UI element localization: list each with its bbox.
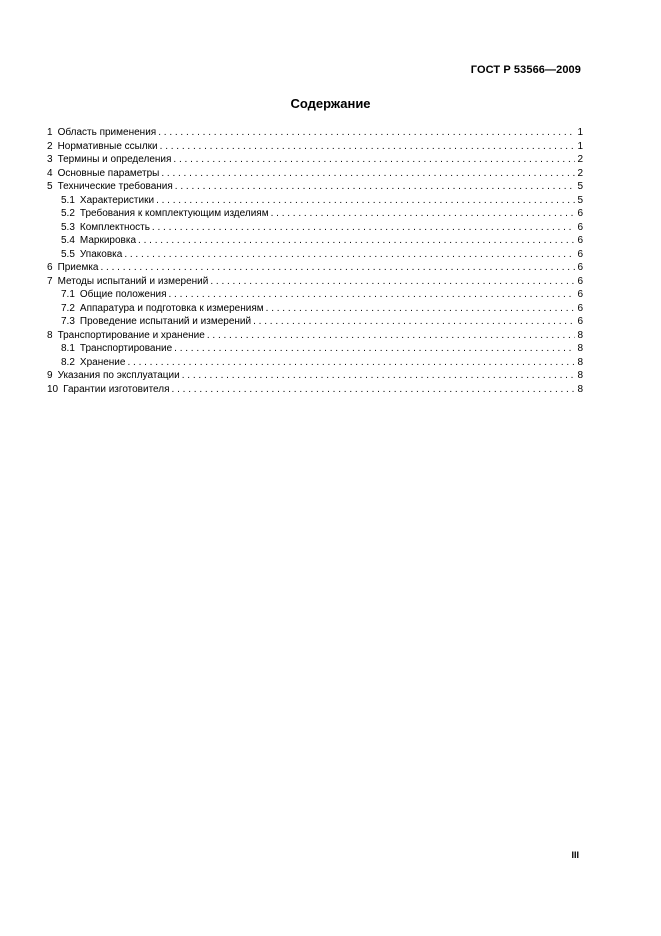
toc-entry-number: 1 xyxy=(47,127,53,138)
toc-dot-leader xyxy=(172,383,576,397)
toc-entry[interactable] xyxy=(47,221,583,235)
toc-dot-leader xyxy=(161,167,575,181)
toc-entry[interactable] xyxy=(47,126,583,140)
toc-entry-page: 6 xyxy=(577,235,583,246)
toc-dot-leader xyxy=(207,329,576,343)
toc-entry-label: Приемка xyxy=(57,262,99,273)
toc-entry-number: 8.1 xyxy=(61,343,75,354)
toc-entry-page: 6 xyxy=(577,221,583,233)
toc-entry-number: 2 xyxy=(47,140,53,152)
toc-entry-number: 4 xyxy=(47,167,53,179)
toc-entry-label: Требования к комплектующим изделиям xyxy=(79,208,269,219)
toc-dot-leader xyxy=(210,275,575,289)
toc-entry[interactable] xyxy=(47,207,583,221)
toc-entry-label: Упаковка xyxy=(79,248,123,260)
toc-entry-number: 9 xyxy=(47,370,53,381)
toc-entry[interactable] xyxy=(47,234,583,248)
toc-dot-leader xyxy=(160,140,576,154)
toc-dot-leader xyxy=(101,261,576,275)
toc-dot-leader xyxy=(158,126,575,140)
toc-dot-leader xyxy=(156,194,575,208)
toc-entry-page: 8 xyxy=(577,356,583,368)
toc-entry-label: Основные параметры xyxy=(57,167,160,179)
toc-entry-page: 1 xyxy=(577,140,583,152)
toc-dot-leader xyxy=(152,221,576,235)
toc-entry-number: 5.2 xyxy=(61,208,75,219)
toc-entry-page: 6 xyxy=(577,275,583,287)
toc-entry-label: Указания по эксплуатации xyxy=(57,370,180,381)
toc-entry[interactable] xyxy=(47,180,583,194)
toc-entry[interactable] xyxy=(47,329,583,343)
toc-entry-number: 5 xyxy=(47,181,53,192)
toc-entry-number: 5.4 xyxy=(61,235,75,246)
toc-dot-leader xyxy=(182,369,576,383)
toc-entry-label: Область применения xyxy=(57,127,157,138)
toc-entry-page: 5 xyxy=(577,194,583,206)
toc-entry-label: Характеристики xyxy=(79,194,155,206)
toc-entry-number: 7.3 xyxy=(61,316,75,327)
toc-entry-number: 5.5 xyxy=(61,248,75,260)
toc-entry[interactable] xyxy=(47,275,583,289)
toc-entry[interactable] xyxy=(47,315,583,329)
toc-entry-page: 6 xyxy=(577,302,583,314)
toc-entry[interactable] xyxy=(47,288,583,302)
toc-entry-label: Общие положения xyxy=(79,289,167,300)
toc-entry-label: Маркировка xyxy=(79,235,137,246)
toc-entry[interactable] xyxy=(47,369,583,383)
toc-entry-label: Аппаратура и подготовка к измерениям xyxy=(79,302,264,314)
toc-entry-page: 6 xyxy=(577,262,583,273)
toc-entry[interactable] xyxy=(47,342,583,356)
toc-entry-label: Технические требования xyxy=(57,181,173,192)
toc-entry-page: 2 xyxy=(577,154,583,165)
toc-dot-leader xyxy=(169,288,576,302)
toc-entry-number: 7 xyxy=(47,275,53,287)
toc-entry[interactable] xyxy=(47,167,583,181)
toc-entry-page: 6 xyxy=(577,208,583,219)
toc-entry-page: 8 xyxy=(577,370,583,381)
toc-entry-label: Нормативные ссылки xyxy=(57,140,158,152)
toc-entry-page: 6 xyxy=(577,316,583,327)
toc-entry-page: 8 xyxy=(577,343,583,354)
toc-dot-leader xyxy=(271,207,576,221)
toc-entry[interactable] xyxy=(47,248,583,262)
toc-entry[interactable] xyxy=(47,261,583,275)
toc-dot-leader xyxy=(266,302,576,316)
toc-entry-number: 5.1 xyxy=(61,194,75,206)
toc-entry-label: Проведение испытаний и измерений xyxy=(79,316,252,327)
document-code: ГОСТ Р 53566—2009 xyxy=(470,64,581,76)
toc-entry-label: Гарантии изготовителя xyxy=(63,383,170,395)
toc-entry-label: Термины и определения xyxy=(57,154,172,165)
toc-entry[interactable] xyxy=(47,140,583,154)
toc-entry[interactable] xyxy=(47,356,583,370)
toc-entry[interactable] xyxy=(47,302,583,316)
toc-entry-page: 8 xyxy=(577,383,583,395)
toc-entry-number: 10 xyxy=(47,383,59,395)
toc-entry-number: 7.1 xyxy=(61,289,75,300)
toc-entry-page: 2 xyxy=(577,167,583,179)
toc-dot-leader xyxy=(138,234,575,248)
toc-entry-label: Транспортирование xyxy=(79,343,173,354)
toc-dot-leader xyxy=(253,315,575,329)
toc-entry-number: 5.3 xyxy=(61,221,75,233)
toc-entry-number: 8.2 xyxy=(61,356,75,368)
toc-entry-page: 6 xyxy=(577,289,583,300)
toc-entry-page: 6 xyxy=(577,248,583,260)
toc-entry[interactable] xyxy=(47,194,583,208)
page-number: III xyxy=(571,850,579,860)
toc-dot-leader xyxy=(124,248,575,262)
toc-entry-page: 5 xyxy=(577,181,583,192)
toc-title: Содержание xyxy=(290,96,371,111)
toc-entry-number: 8 xyxy=(47,329,53,341)
table-of-contents xyxy=(47,126,583,396)
toc-dot-leader xyxy=(127,356,575,370)
toc-dot-leader xyxy=(175,180,576,194)
toc-entry-page: 8 xyxy=(577,329,583,341)
toc-entry-number: 3 xyxy=(47,154,53,165)
toc-dot-leader xyxy=(173,153,575,167)
toc-entry-label: Хранение xyxy=(79,356,126,368)
toc-dot-leader xyxy=(174,342,575,356)
toc-entry-label: Комплектность xyxy=(79,221,150,233)
toc-entry-number: 6 xyxy=(47,262,53,273)
toc-entry[interactable] xyxy=(47,383,583,397)
toc-entry[interactable] xyxy=(47,153,583,167)
toc-entry-label: Транспортирование и хранение xyxy=(57,329,205,341)
toc-entry-number: 7.2 xyxy=(61,302,75,314)
toc-entry-label: Методы испытаний и измерений xyxy=(57,275,209,287)
toc-entry-page: 1 xyxy=(577,127,583,138)
